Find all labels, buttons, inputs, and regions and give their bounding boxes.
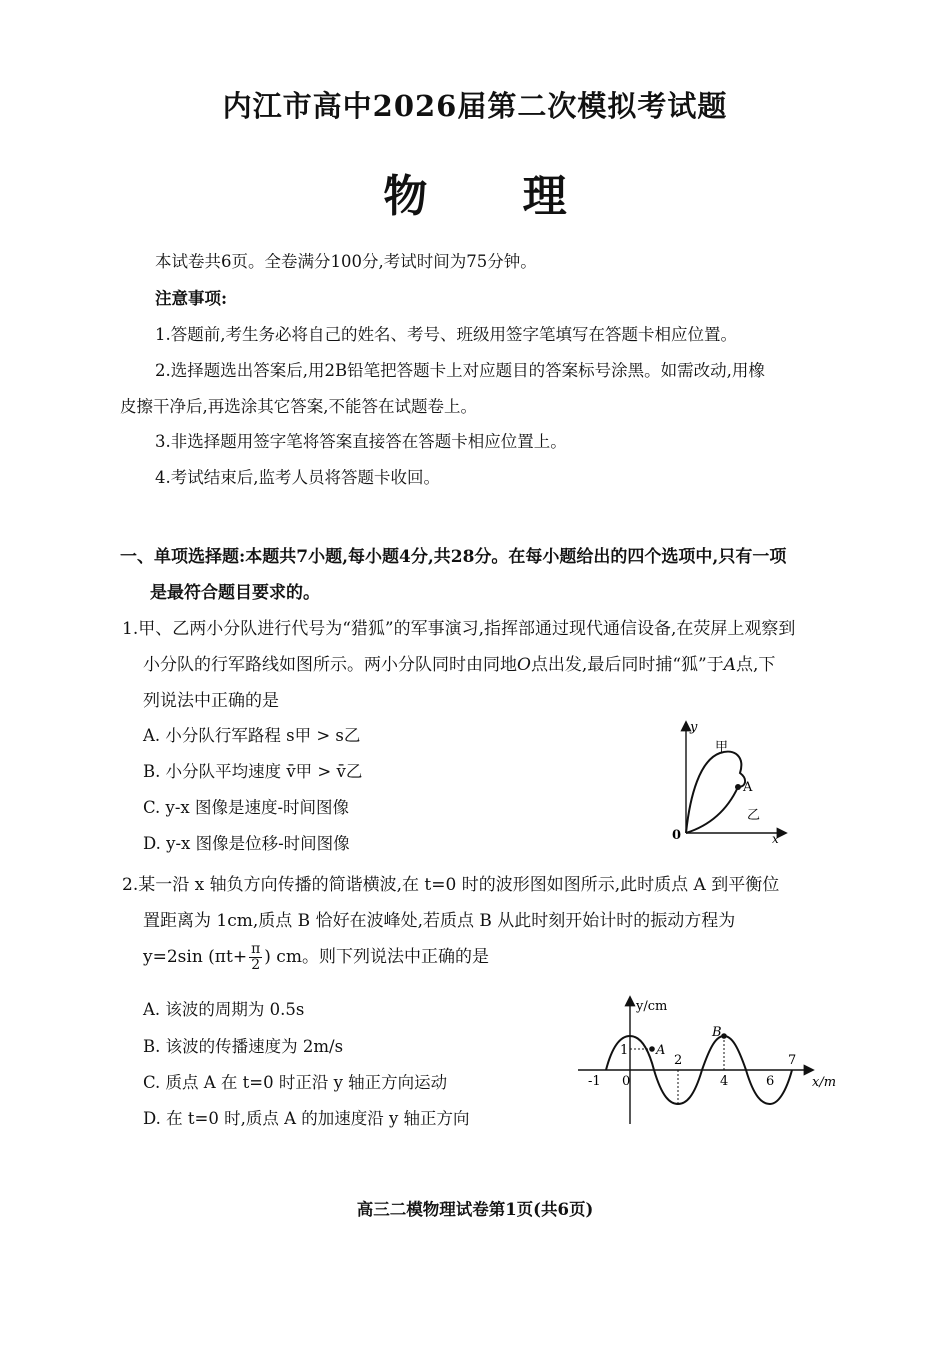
q1-stem-b-text2: 点出发,最后同时捕“狐”于: [530, 655, 724, 675]
q1-label-a: A: [743, 780, 753, 795]
q1-label-jia: 甲: [715, 740, 729, 755]
q2-option-b: B. 该波的传播速度为 2m/s: [143, 1037, 344, 1056]
q2-stem-b: 置距离为 1cm,质点 B 恰好在波峰处,若质点 B 从此时刻开始计时的振动方程为: [143, 911, 736, 931]
q1-stem-c: 列说法中正确的是: [143, 691, 279, 711]
q1-x-label: x: [772, 832, 779, 845]
exam-summary: 本试卷共6页。全卷满分100分,考试时间为75分钟。: [155, 252, 537, 271]
q1-option-d: D. y-x 图像是位移-时间图像: [143, 834, 350, 853]
q2-wave-diagram: [572, 992, 844, 1128]
q2-option-a: A. 该波的周期为 0.5s: [143, 1000, 305, 1019]
q2-point-b-dot: [721, 1033, 727, 1039]
notice-item-1: 1.答题前,考生务必将自己的姓名、考号、班级用签字笔填写在答题卡相应位置。: [155, 325, 737, 344]
q2-label-b: B: [712, 1025, 722, 1040]
page-footer: 高三二模物理试卷第1页(共6页): [356, 1200, 594, 1219]
q2-y-label: y/cm: [636, 999, 668, 1014]
q2-x-label: x/m: [812, 1075, 837, 1090]
q2-tick-0: 0: [622, 1074, 631, 1089]
notice-item-2b: 皮擦干净后,再选涂其它答案,不能答在试题卷上。: [120, 397, 477, 416]
notice-item-2a: 2.选择题选出答案后,用2B铅笔把答题卡上对应题目的答案标号涂黑。如需改动,用橡: [155, 361, 765, 380]
q2-equation-prefix: y=2sin (πt+: [143, 947, 248, 967]
q1-y-label: y: [690, 720, 698, 735]
q2-tick-2: 2: [674, 1053, 683, 1068]
q1-option-a: A. 小分队行军路程 s甲 > s乙: [143, 726, 361, 745]
q1-label-yi: 乙: [747, 808, 761, 823]
q1-path-diagram: [660, 715, 790, 845]
exam-title: 内江市高中2026届第二次模拟考试题: [222, 89, 728, 123]
q2-equation-fraction: [249, 942, 262, 973]
q2-tick-6: 6: [766, 1074, 775, 1089]
q1-stem-b-text3: 点,下: [736, 655, 776, 675]
q1-point-a: A: [723, 655, 737, 675]
q1-origin-label: 0: [672, 828, 682, 843]
q2-stem-a: 2.某一沿 x 轴负方向传播的简谐横波,在 t=0 时的波形图如图所示,此时质点 A 到平衡位: [122, 875, 780, 895]
q1-point-a-dot: [735, 784, 741, 790]
q2-eq-denominator: 2: [251, 957, 261, 973]
q2-tick-4: 4: [720, 1074, 729, 1089]
q2-option-d: D. 在 t=0 时,质点 A 的加速度沿 y 轴正方向: [143, 1109, 470, 1128]
q1-stem-b: [143, 650, 775, 675]
q2-label-a: A: [656, 1043, 666, 1058]
q2-option-c: C. 质点 A 在 t=0 时正沿 y 轴正方向运动: [143, 1073, 448, 1092]
q2-equation-suffix: ) cm。则下列说法中正确的是: [264, 947, 489, 967]
notice-title: 注意事项:: [155, 289, 228, 308]
subject-title: 物 理: [383, 171, 607, 222]
q1-point-o: O: [517, 655, 531, 675]
q1-option-c: C. y-x 图像是速度-时间图像: [143, 798, 350, 817]
q1-stem-b-text1: 小分队的行军路线如图所示。两小分队同时由同地: [143, 655, 517, 675]
notice-item-4: 4.考试结束后,监考人员将答题卡收回。: [155, 468, 440, 487]
notice-item-3: 3.非选择题用签字笔将答案直接答在答题卡相应位置上。: [155, 432, 567, 451]
section1-heading-a: 一、单项选择题:本题共7小题,每小题4分,共28分。在每小题给出的四个选项中,只有一项: [120, 547, 787, 567]
q1-option-b: B. 小分队平均速度 v̄甲 > v̄乙: [143, 762, 363, 781]
q2-eq-numerator: π: [251, 941, 261, 957]
q2-tick-7: 7: [788, 1053, 797, 1068]
q2-tick-y1: 1: [620, 1043, 629, 1058]
q1-stem-a: 1.甲、乙两小分队进行代号为“猎狐”的军事演习,指挥部通过现代通信设备,在荧屏上观察到: [122, 619, 796, 639]
q2-point-a-dot: [649, 1046, 655, 1052]
section1-heading-b: 是最符合题目要求的。: [150, 583, 320, 603]
q2-tick-neg1: -1: [588, 1074, 601, 1089]
q2-stem-c: [143, 942, 489, 973]
